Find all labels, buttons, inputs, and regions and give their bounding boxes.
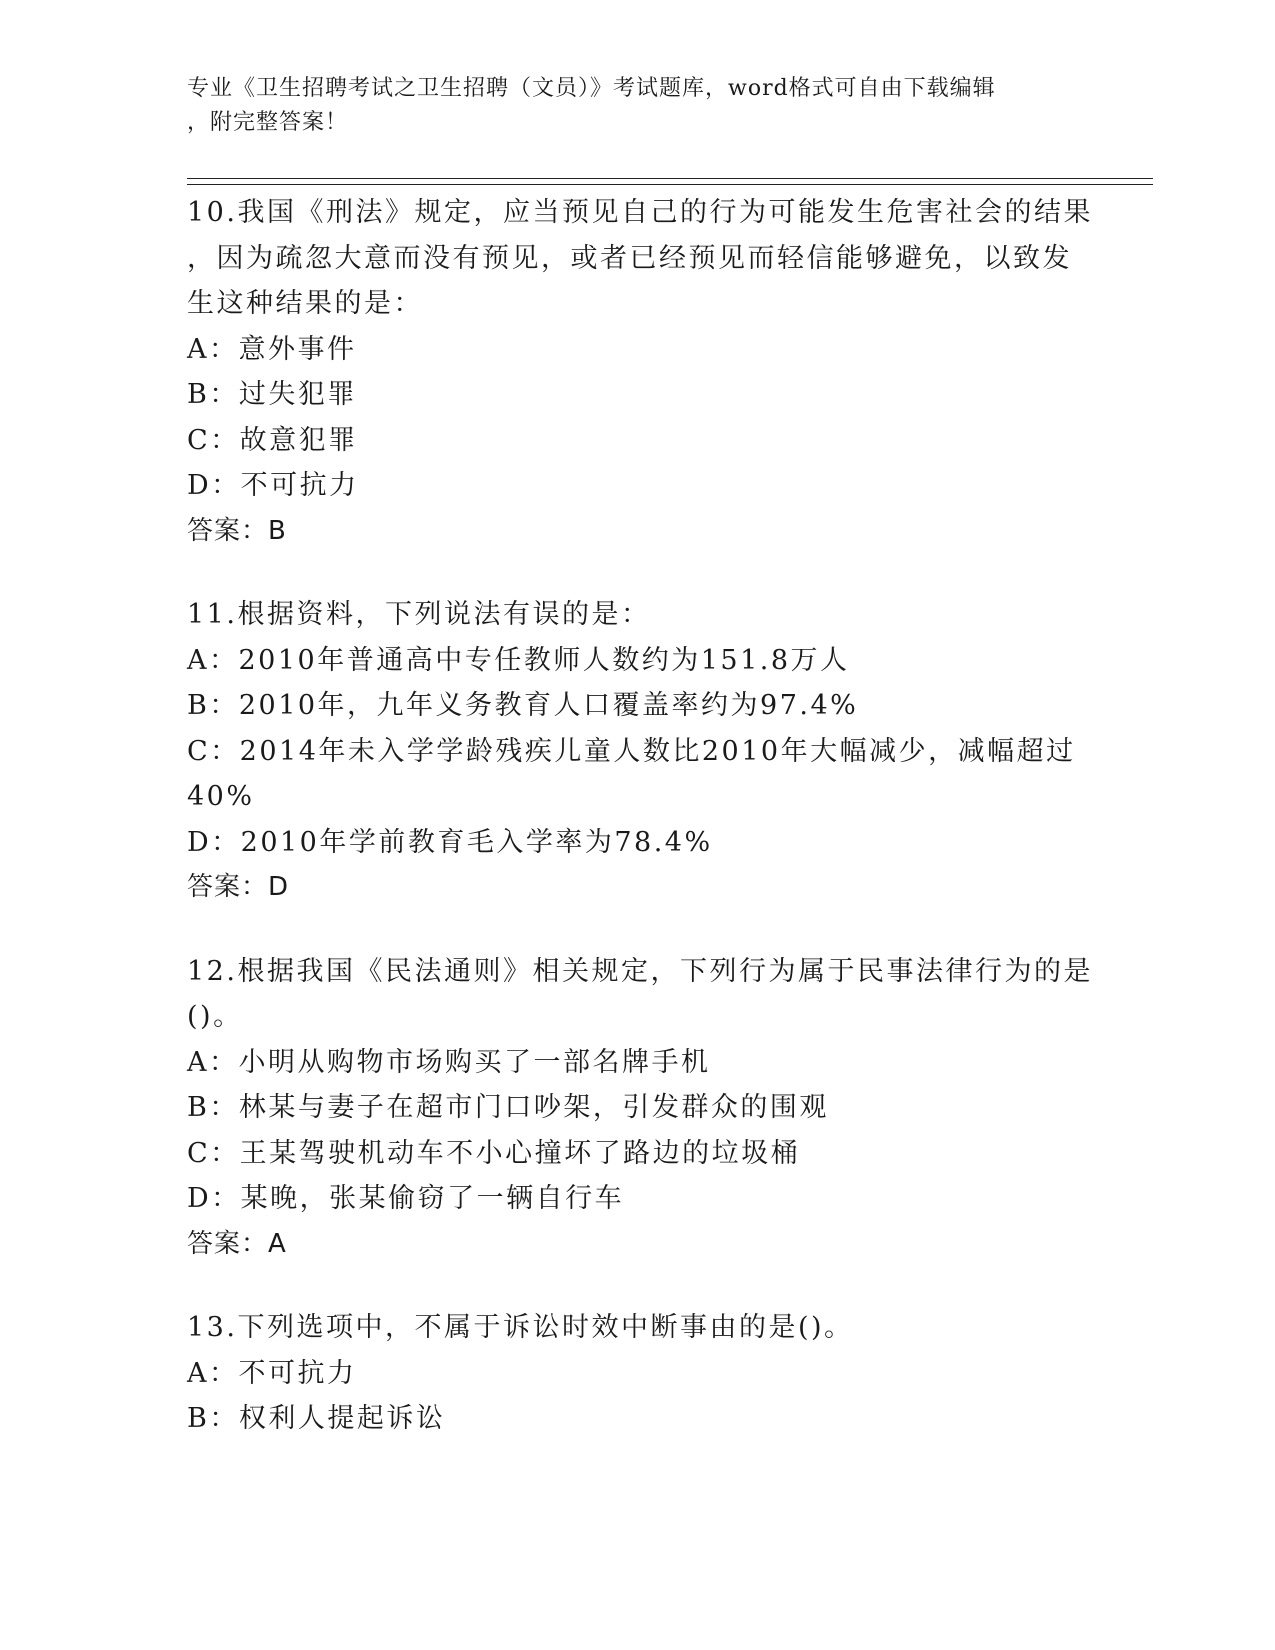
question-text-line: 10.我国《刑法》规定，应当预见自己的行为可能发生危害社会的结果	[187, 197, 1093, 228]
question-text-line: ，因为疏忽大意而没有预见，或者已经预见而轻信能够避免，以致发	[187, 242, 1072, 274]
option-b: B：过失犯罪	[187, 379, 357, 410]
option-a: A：2010年普通高中专任教师人数约为151.8万人	[187, 644, 850, 676]
option-b: B：权利人提起诉讼	[187, 1403, 446, 1434]
question-12	[187, 949, 1093, 1268]
header-divider-bottom	[187, 184, 1153, 185]
question-13	[187, 1305, 1087, 1442]
question-text-line: 11.根据资料，下列说法有误的是：	[187, 599, 651, 630]
header-line-2: ，附完整答案！	[187, 110, 349, 135]
document-header	[187, 72, 1067, 140]
option-b: B：2010年，九年义务教育人口覆盖率约为97.4%	[187, 690, 859, 721]
option-a: A：小明从购物市场购买了一部名牌手机	[187, 1046, 711, 1078]
answer-label: 答案：D	[187, 872, 290, 902]
option-d: D：2010年学前教育毛入学率为78.4%	[187, 826, 713, 858]
question-10	[187, 190, 1093, 554]
option-a: A：不可抗力	[187, 1357, 357, 1389]
option-c: C：王某驾驶机动车不小心撞坏了路边的垃圾桶	[187, 1137, 801, 1169]
header-line-1: 专业《卫生招聘考试之卫生招聘（文员）》考试题库，word格式可自由下载编辑	[187, 76, 996, 101]
option-a: A：意外事件	[187, 333, 357, 365]
question-list	[187, 190, 1093, 1480]
answer-label: 答案：A	[187, 1228, 287, 1259]
option-c-continued: 40%	[187, 781, 255, 812]
option-d: D：某晚，张某偷窃了一辆自行车	[187, 1183, 625, 1214]
option-c: C：2014年未入学学龄残疾儿童人数比2010年大幅减少，减幅超过	[187, 735, 1076, 767]
question-text-line: 13.下列选项中，不属于诉讼时效中断事由的是()。	[187, 1312, 854, 1343]
header-divider-top	[187, 178, 1153, 179]
option-d: D：不可抗力	[187, 470, 359, 501]
question-text-line: 12.根据我国《民法通则》相关规定，下列行为属于民事法律行为的是	[187, 955, 1093, 987]
question-text-line: ()。	[187, 1001, 243, 1032]
option-c: C：故意犯罪	[187, 424, 358, 456]
question-11	[187, 592, 1087, 911]
question-text-line: 生这种结果的是：	[187, 288, 423, 319]
answer-label: 答案：B	[187, 515, 287, 546]
option-b: B：林某与妻子在超市门口吵架，引发群众的围观	[187, 1092, 829, 1123]
